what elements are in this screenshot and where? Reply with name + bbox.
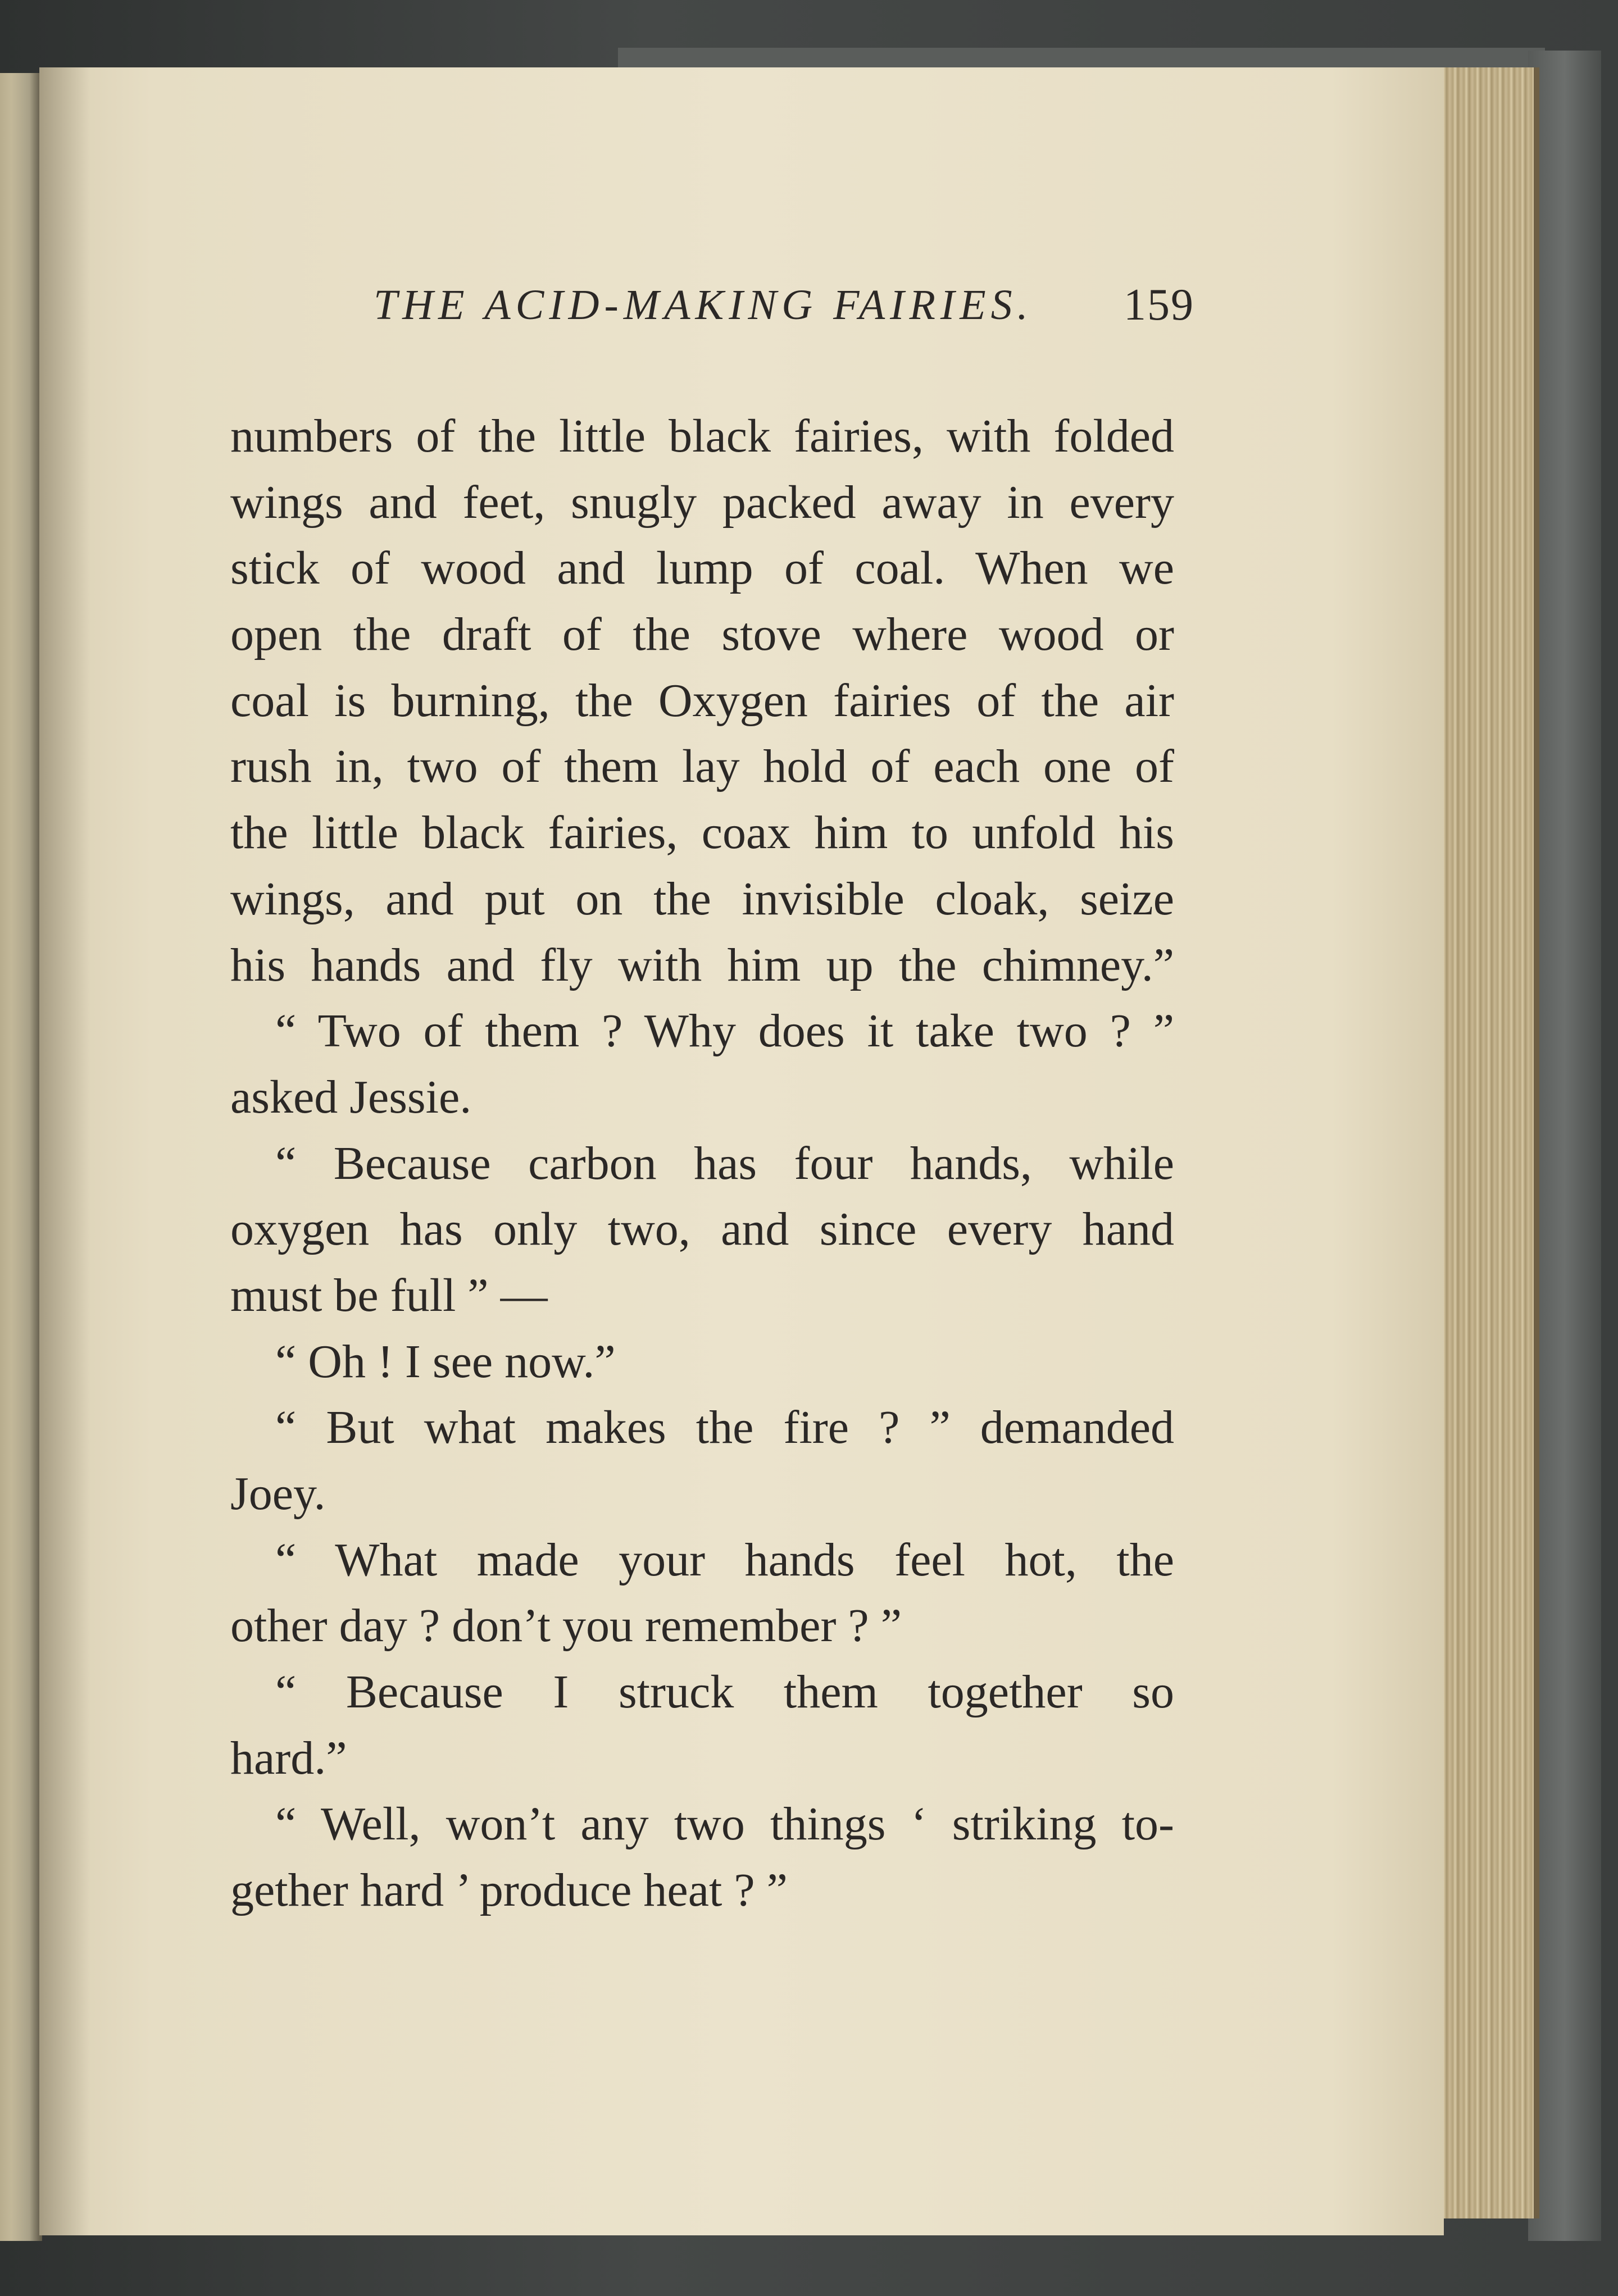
gutter-shadow: [11, 73, 42, 2241]
page-gutter-shade: [39, 67, 90, 2235]
text-line: wings, and put on the invisible cloak, seize: [230, 872, 1174, 925]
text-line: “ Well, won’t any two things ‘ striking to-: [275, 1798, 1174, 1851]
text-line: “ What made your hands feel hot, the: [275, 1533, 1174, 1586]
text-line: Joey.: [230, 1468, 326, 1520]
text-line: rush in, two of them lay hold of each one of: [230, 740, 1174, 793]
body-text: [230, 403, 1174, 1924]
text-line: “ But what makes the fire ? ” demanded: [275, 1401, 1174, 1454]
text-line: wings and feet, snugly packed away in every: [230, 476, 1174, 529]
text-line: stick of wood and lump of coal. When we: [230, 542, 1174, 595]
text-line: “ Oh ! I see now.”: [275, 1335, 616, 1388]
page-number: 159: [1124, 280, 1194, 330]
text-line: “ Two of them ? Why does it take two ? ”: [275, 1005, 1174, 1058]
text-line: “ Because carbon has four hands, while: [275, 1137, 1174, 1190]
text-line: open the draft of the stove where wood or: [230, 608, 1174, 661]
text-line: his hands and fly with him up the chimney.”: [230, 939, 1174, 991]
text-line: numbers of the little black fairies, with folded: [230, 410, 1174, 462]
text-line: the little black fairies, coax him to unfold his: [230, 807, 1174, 859]
book-cover-top-edge: [618, 48, 1545, 70]
text-line: oxygen has only two, and since every hand: [230, 1203, 1174, 1256]
running-head: THE ACID-MAKING FAIRIES.: [374, 281, 1033, 329]
page-edges: [1438, 67, 1539, 2218]
text-line: other day ? don’t you remember ? ”: [230, 1600, 902, 1652]
text-line: gether hard ’ produce heat ? ”: [230, 1864, 788, 1917]
text-line: must be full ” —: [230, 1269, 548, 1322]
text-line: hard.”: [230, 1732, 347, 1784]
text-line: “ Because I struck them together so: [275, 1666, 1174, 1719]
text-line: asked Jessie.: [230, 1070, 472, 1123]
text-line: coal is burning, the Oxygen fairies of the air: [230, 674, 1174, 727]
